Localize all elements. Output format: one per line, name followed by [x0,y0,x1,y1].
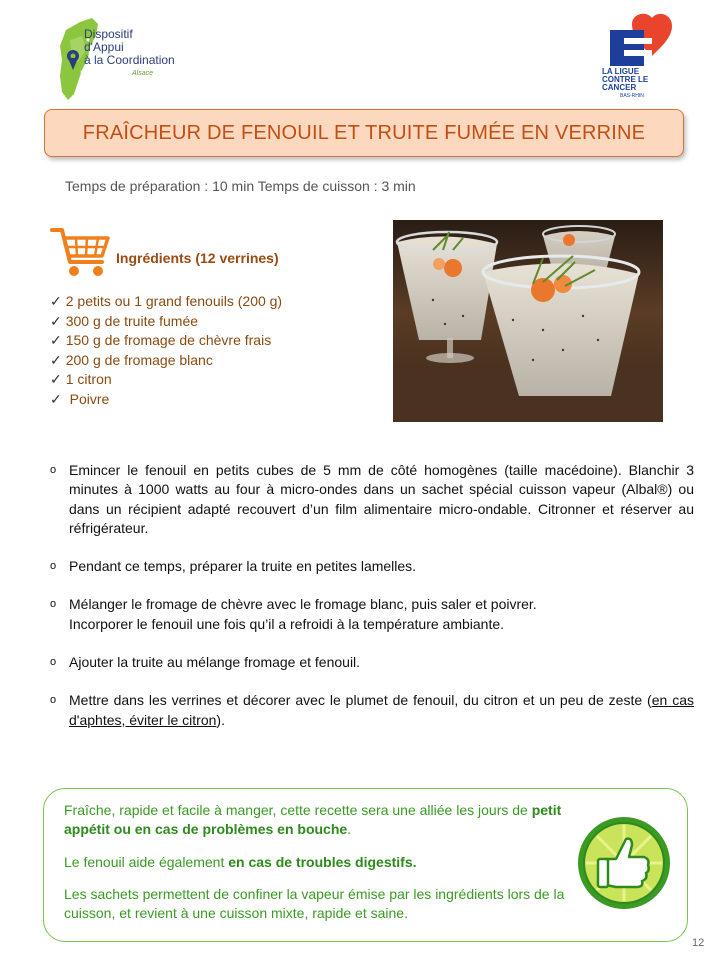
aphtes-note: en cas d'aphtes, éviter le citron [69,692,694,728]
ingredient-list [50,292,282,409]
circle-bullet-icon: o [50,694,57,707]
tip-paragraph-3: Les sachets permettent de confiner la vapeur émise par les ingrédients lors de la cuisson, et revient à une cuisson mixte, rapide et saine. [64,886,565,921]
dac-logo-text: Dispositif d'Appui à la Coordination Alsace [84,27,175,77]
tip-paragraph-2: Le fenouil aide également en cas de troubles digestifs. [64,854,417,870]
circle-bullet-icon: o [50,656,57,669]
list-item: ✓ Poivre [50,390,110,407]
list-item: ✓ 200 g de fromage blanc [50,351,213,368]
circle-bullet-icon: o [50,598,57,611]
list-item: ✓ 2 petits ou 1 grand fenouils (200 g) [50,293,283,309]
prep-cook-times: Temps de préparation : 10 min Temps de cuisson : 3 min [65,178,416,194]
list-item: o Mélanger le fromage de chèvre avec le fromage blanc, puis saler et poivrer. Incorporer le fenouil une fois qu’il a refroidi à la température ambiante. [50,596,537,632]
check-icon: ✓ [50,390,62,407]
recipe-steps [50,461,694,749]
circle-bullet-icon: o [50,560,57,573]
list-item: ✓ 150 g de fromage de chèvre frais [50,332,272,348]
list-item: o Emincer le fenouil en petits cubes de 5 mm de côté homogènes (taille macédoine). Blanchir 3 minutes à 1000 watts au four à micro-ondes dans un sachet spécial cuisson vapeur (Albal®) ou dans un récipient adapté recouvert d’un film alimentaire micro-ondable. Citronner et réserver au réfrigérateur. [50,462,694,536]
page-number: 12 [692,937,705,949]
list-item: o Ajouter la truite au mélange fromage et fenouil. [50,653,694,672]
check-icon: ✓ [50,293,62,309]
check-icon: ✓ [50,332,62,348]
tip-paragraph-1: Fraîche, rapide et facile à manger, cette recette sera une alliée les jours de petit appétit ou en cas de problèmes en bouche. [64,802,562,837]
ligue-logo-text: LA LIGUE CONTRE LE CANCER [602,67,649,92]
thumbs-up-icon [576,815,672,911]
list-item: ✓ 300 g de truite fumée [50,312,199,329]
recipe-title: FRAÎCHEUR DE FENOUIL ET TRUITE FUMÉE EN VERRINE [44,109,684,157]
circle-bullet-icon: o [50,464,57,476]
ligue-logo-subtext: BAS-RHIN [620,93,644,99]
shopping-cart-icon [50,224,112,280]
list-item: o Mettre dans les verrines et décorer avec le plumet de fenouil, du citron et un peu de zeste (en cas d'aphtes, éviter le citron). [50,692,694,728]
check-icon: ✓ [50,351,62,368]
list-item: o Pendant ce temps, préparer la truite en petites lamelles. [50,557,694,576]
recipe-photo [393,220,663,422]
ingredients-heading: Ingrédients (12 verrines) [116,250,279,266]
check-icon: ✓ [50,312,62,329]
list-item: ✓ 1 citron [50,371,112,387]
check-icon: ✓ [50,371,62,387]
